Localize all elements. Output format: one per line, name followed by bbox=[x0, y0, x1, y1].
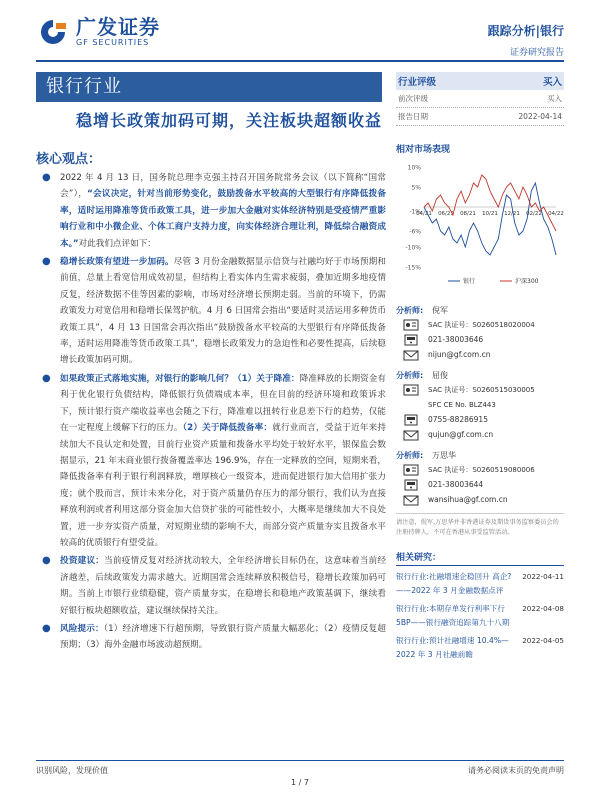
core-views-title: 核心观点： bbox=[36, 152, 102, 167]
date-label: 报告日期 bbox=[398, 112, 428, 121]
x-tick-label: 10/21 bbox=[482, 211, 498, 217]
bullet-icon: ● bbox=[42, 555, 51, 567]
email-icon bbox=[402, 494, 420, 506]
paragraph-investment bbox=[36, 553, 386, 619]
logo-chinese: 广发证券 bbox=[76, 15, 160, 39]
y-tick-label: 10% bbox=[407, 164, 421, 172]
sfc-spacer bbox=[402, 399, 420, 411]
paragraph-intro bbox=[36, 170, 386, 252]
email-icon bbox=[402, 429, 420, 441]
legend-label: 沪深300 bbox=[515, 278, 539, 285]
analyst-name: 万思华 bbox=[432, 450, 456, 460]
footer-disclaimer: 请务必阅读末页的免责声明 bbox=[468, 766, 564, 775]
series-line-bank bbox=[424, 183, 556, 255]
para-lead: 如果政策正式落地实施，对银行的影响几何？（1）关于降准： bbox=[60, 373, 300, 384]
report-date bbox=[396, 108, 564, 126]
para-lead: 投资建议： bbox=[60, 556, 105, 567]
id-card-icon bbox=[402, 319, 420, 331]
x-tick-label: 06/21 bbox=[438, 211, 454, 217]
related-item-title[interactable]: 银行行业:本期存单发行利率下行 5BP——银行融资追踪第九十八期 bbox=[396, 604, 510, 627]
x-tick-label: 04/21 bbox=[416, 211, 432, 217]
rating-label: 行业评级 bbox=[398, 77, 437, 88]
legend-label: 银行 bbox=[463, 278, 476, 285]
report-subtitle: 证券研究报告 bbox=[509, 48, 564, 58]
rating-value: 买入 bbox=[542, 77, 562, 88]
para-text: 降准释放的长期资金有利于优化银行负债结构，降低银行负债端成本率，但在目前的经济环境和政策诉求下，预计银行资产端收益率也会随之下行，降准难以扭转行业息差下行的趋势，仅能在一定程度上缓解下行的压力。 bbox=[60, 373, 386, 434]
paragraph-impact bbox=[36, 371, 386, 551]
bullet-icon: ● bbox=[42, 622, 51, 634]
analyst-name: 倪军 bbox=[432, 305, 448, 315]
bullet-icon: ● bbox=[42, 256, 51, 268]
footer-slogan: 识别风险，发现价值 bbox=[36, 766, 108, 775]
analyst-section bbox=[396, 303, 564, 507]
y-tick-label: 5% bbox=[411, 184, 421, 192]
email-icon bbox=[402, 349, 420, 361]
bullet-icon: ● bbox=[42, 372, 51, 384]
relative-performance-chart bbox=[396, 159, 564, 289]
para-text-tail: 对此我们点评如下： bbox=[78, 238, 156, 249]
id-card-icon bbox=[402, 464, 420, 476]
para-lead: 稳增长政策有望进一步加码。 bbox=[60, 257, 174, 268]
sector-title: 银行行业 bbox=[36, 72, 382, 102]
related-item-date: 2022-04-05 bbox=[522, 636, 564, 645]
analyst-card bbox=[396, 368, 564, 442]
company-logo bbox=[36, 16, 160, 47]
para-highlight: “会议决定，针对当前形势变化，鼓励拨备水平较高的大型银行有序降低拨备率，适时运用降准等货币政策工具，进一步加大金融对实体经济特别是受疫情严重影响行业和中小微企业、个体工商户支持力度，向实体经济合理让利，降低综合融资成本。” bbox=[60, 189, 386, 249]
para-text: 2022 年 4 月 13 日，国务院总理李克强主持召开国务院常务会议（以下简称“国常会”）， bbox=[60, 173, 386, 200]
related-item-title[interactable]: 银行行业:社融增速企稳回升 高企?——2022 年 3 月金融数据点评 bbox=[396, 572, 512, 595]
analyst-email: nijun@gf.com.cn bbox=[428, 350, 491, 359]
logo-english: GF SECURITIES bbox=[76, 38, 150, 47]
para-text: 尽管 3 月份金融数据显示信贷与社融均好于市场预期和前值，总量上看宽信用成效初显，但结构上看实体内生需求疲弱，叠加近期多地疫情反复，经济数据不佳等因素的影响，市场对经济增长预期走弱。当前的环境下，仍需政策发力对宽信用和稳增长保驾护航。4 月 6 日国常会指出“要适时灵活运用多种货币政策工具”，4 月 13 日国常会再次指出“鼓励拨备水平较高的大型银行有序降低拨备率，适时运用降准等货币政策工具”，稳增长政策发力的急迫性和必要性提高，后续稳增长政策加码可期。 bbox=[60, 257, 386, 366]
analyst-sac: SAC 执证号：S0260519080006 bbox=[428, 465, 535, 474]
analyst-phone: 021-38003644 bbox=[428, 480, 484, 489]
series-line-csi300 bbox=[424, 175, 556, 231]
analyst-phone: 021-38003646 bbox=[428, 335, 484, 344]
page-number: 1 / 7 bbox=[291, 778, 309, 787]
previous-rating bbox=[396, 90, 564, 108]
bullet-icon: ● bbox=[42, 172, 51, 183]
y-tick-label: -1% bbox=[409, 208, 421, 216]
para-lead: 风险提示： bbox=[60, 623, 104, 634]
analyst-sac: SAC 执证号：S0260515030005 bbox=[428, 385, 535, 394]
id-card-icon bbox=[402, 384, 420, 396]
para-text: （1）经济增速下行超预期，导致银行资产质量大幅恶化；（2）疫情反复超预期；（3）海外金融市场波动超预期。 bbox=[60, 623, 386, 651]
paragraph-risk bbox=[36, 621, 386, 654]
report-type: 跟踪分析|银行 bbox=[487, 24, 564, 38]
prev-rating-value: 买入 bbox=[547, 94, 562, 103]
page-header bbox=[0, 0, 600, 62]
related-item-date: 2022-04-11 bbox=[522, 572, 564, 581]
analyst-card bbox=[396, 303, 564, 362]
y-tick-label: -15% bbox=[405, 264, 421, 272]
para-text: 当前疫情反复对经济扰动较大，全年经济增长目标仍在，这意味着当前经济越差，后续政策发力需求越大。近期国常会连续释放积极信号，稳增长政策加码可期。当前上市银行业绩稳健，资产质量夯实，在稳增长和稳地产政策基调下，继续看好银行板块超额收益，建议继续保持关注。 bbox=[60, 556, 386, 616]
report-headline: 稳增长政策加码可期，关注板块超额收益 bbox=[75, 111, 382, 130]
prev-rating-label: 前次评级 bbox=[398, 94, 428, 103]
paragraph-policy bbox=[36, 254, 386, 369]
phone-icon bbox=[402, 334, 420, 346]
header-divider bbox=[36, 60, 564, 62]
y-tick-label: -10% bbox=[405, 244, 421, 252]
sidebar bbox=[396, 72, 564, 662]
y-tick-label: -6% bbox=[409, 228, 421, 236]
related-research-title: 相关研究： bbox=[396, 550, 564, 566]
analyst-label: 分析师: bbox=[396, 305, 424, 315]
x-tick-label: 08/21 bbox=[460, 211, 476, 217]
para-text-tail: 就行业而言，受益于近年来持续加大不良认定和处置，目前行业资产质量和拨备水平均处于较好水平，银保监会数据显示，21 年末商业银行拨备覆盖率达 196.9%，存在一定释放的空间，短期来看，降低拨备率有利于银行利润释放，增厚核心一级资本，进而促进银行加大信用扩张力度；就个股而言，预计未来分化，对于资产质量仍存压力的部分银行，我们认为直接释放利润或者利用这部分资金加大信贷扩张的可能性较小，大概率是继续加大不良处置，进一步夯实资产质量，对短期业绩的影响不大，而部分资产质量夯实且拨备水平较高的优质银行有望受益。 bbox=[60, 423, 386, 548]
related-item[interactable] bbox=[396, 634, 564, 662]
report-body bbox=[36, 170, 386, 656]
related-item-date: 2022-04-08 bbox=[522, 604, 564, 613]
x-tick-label: 02/22 bbox=[526, 211, 542, 217]
related-item[interactable] bbox=[396, 570, 564, 598]
analyst-label: 分析师: bbox=[396, 450, 424, 460]
phone-icon bbox=[402, 414, 420, 426]
analyst-email: wansihua@gf.com.cn bbox=[428, 495, 508, 504]
market-performance-title: 相对市场表现 bbox=[396, 145, 451, 155]
date-value: 2022-04-14 bbox=[518, 112, 562, 121]
analyst-label: 分析师: bbox=[396, 370, 424, 380]
disclaimer-note: 请注意，倪军,万思华并非香港证券及期货事务监察委员会的注册持牌人，不可在香港从事受监管活动。 bbox=[396, 513, 564, 538]
x-tick-label: 04/22 bbox=[548, 211, 564, 217]
gf-logo-icon bbox=[36, 17, 70, 47]
related-item[interactable] bbox=[396, 602, 564, 630]
analyst-email: qujun@gf.com.cn bbox=[428, 430, 494, 439]
performance-chart-svg bbox=[396, 159, 564, 289]
page-footer bbox=[36, 760, 564, 776]
related-item-title[interactable]: 银行行业:预计社融增速 10.4%—2022 年 3 月社融前瞻 bbox=[396, 636, 509, 659]
x-tick-label: 12/21 bbox=[504, 211, 520, 217]
analyst-card bbox=[396, 448, 564, 507]
phone-icon bbox=[402, 479, 420, 491]
analyst-phone: 0755-88286915 bbox=[428, 415, 488, 424]
industry-rating bbox=[396, 72, 564, 90]
para-highlight: （2）关于降低拨备率： bbox=[182, 423, 273, 434]
analyst-name: 屈俊 bbox=[432, 370, 448, 380]
analyst-sfc: SFC CE No. BLZ443 bbox=[428, 400, 496, 409]
analyst-sac: SAC 执证号：S0260518020004 bbox=[428, 320, 535, 329]
